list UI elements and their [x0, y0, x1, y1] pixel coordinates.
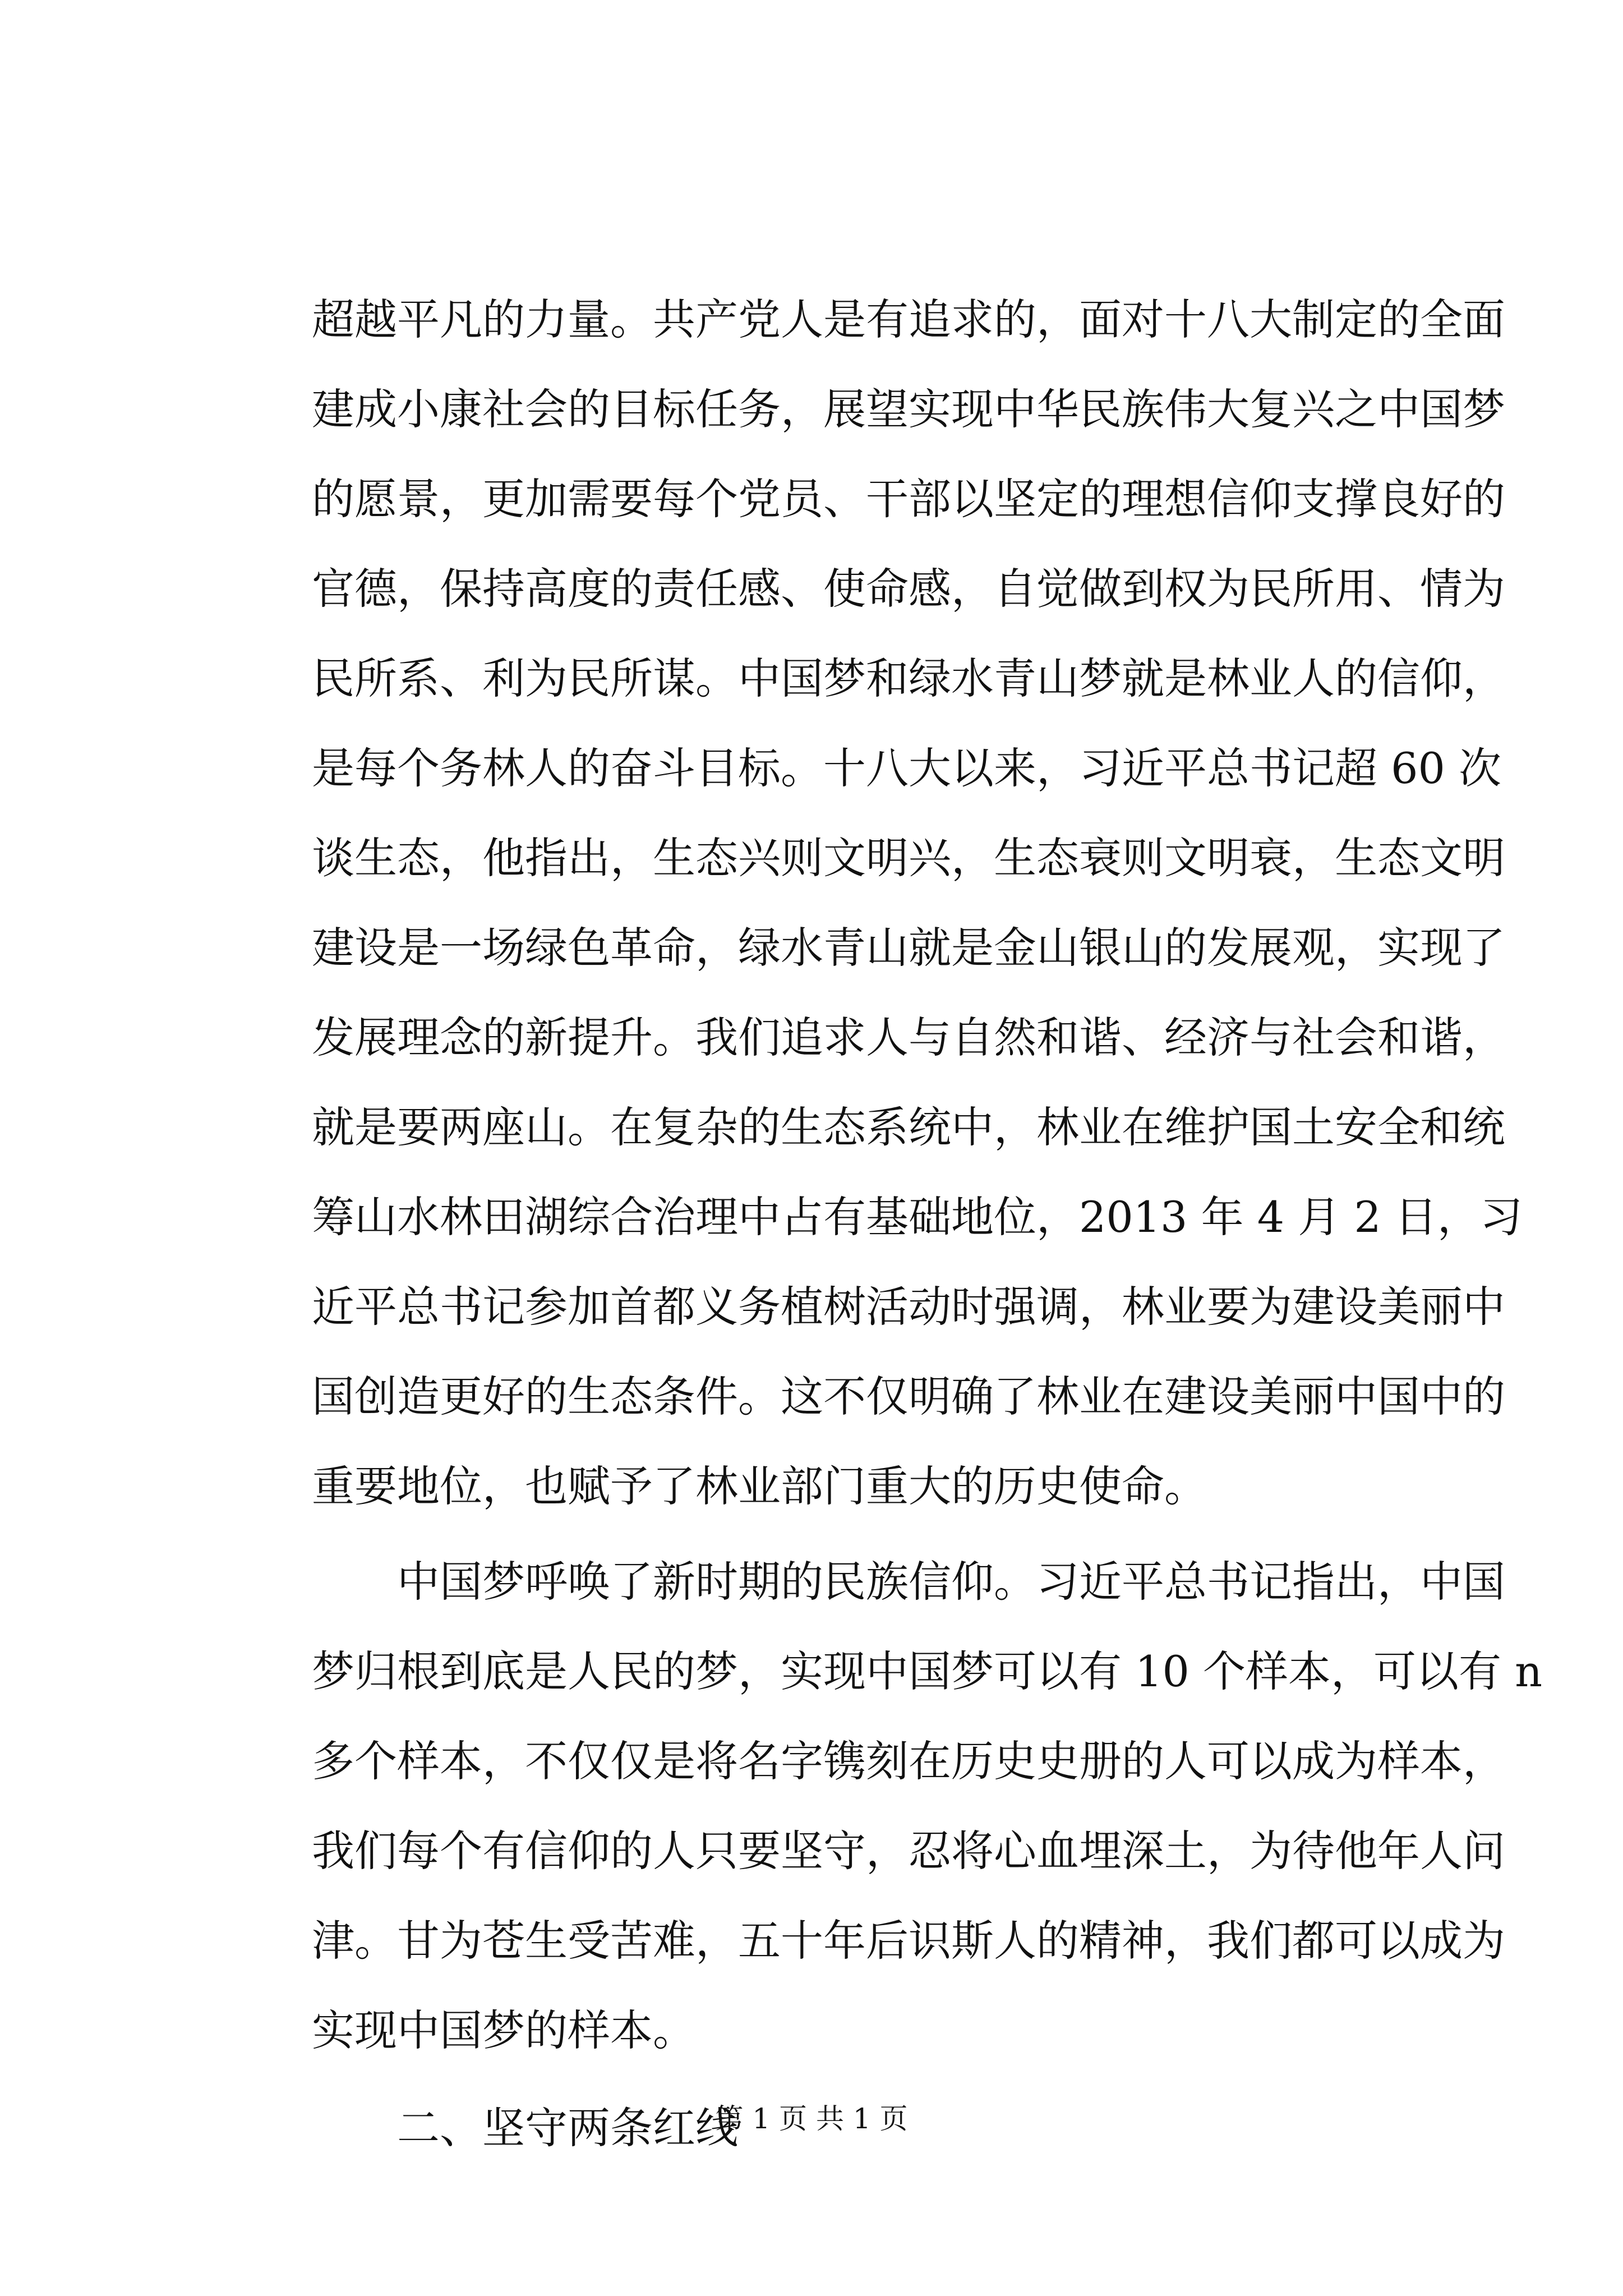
paragraph-line: 建成小康社会的目标任务，展望实现中华民族伟大复兴之中国梦: [312, 384, 1505, 434]
paragraph-line: 官德，保持高度的责任感、使命感，自觉做到权为民所用、情为: [312, 564, 1505, 614]
paragraph-line: 津。甘为苍生受苦难，五十年后识斯人的精神，我们都可以成为: [312, 1916, 1505, 1966]
section-heading: 二、坚守两条红线: [397, 2103, 738, 2153]
paragraph-line: 筹山水林田湖综合治理中占有基础地位，2013 年 4 月 2 日，习: [312, 1192, 1523, 1242]
paragraph-line: 民所系、利为民所谋。中国梦和绿水青山梦就是林业人的信仰，: [312, 654, 1505, 703]
paragraph-line: 谈生态，他指出，生态兴则文明兴，生态衰则文明衰，生态文明: [312, 833, 1505, 883]
paragraph-1: [312, 275, 1523, 1531]
paragraph-line: 的愿景，更加需要每个党员、干部以坚定的理想信仰支撑良好的: [312, 474, 1505, 524]
paragraph-line: 实现中国梦的样本。: [312, 2005, 695, 2055]
document-body: [312, 275, 1543, 2173]
page-number-label: 第 1 页 共 1 页: [715, 2102, 908, 2135]
paragraph-2: [312, 1537, 1543, 2076]
paragraph-line: 我们每个有信仰的人只要坚守，忍将心血埋深土，为待他年人问: [312, 1826, 1505, 1876]
paragraph-line: 是每个务林人的奋斗目标。十八大以来，习近平总书记超 60 次: [312, 743, 1502, 793]
paragraph-line: 就是要两座山。在复杂的生态系统中，林业在维护国土安全和统: [312, 1102, 1505, 1152]
paragraph-line: 建设是一场绿色革命，绿水青山就是金山银山的发展观，实现了: [312, 923, 1505, 973]
page-footer: [0, 2099, 1623, 2138]
paragraph-line: 近平总书记参加首都义务植树活动时强调，林业要为建设美丽中: [312, 1282, 1505, 1332]
paragraph-line: 多个样本，不仅仅是将名字镌刻在历史史册的人可以成为样本，: [312, 1736, 1505, 1786]
paragraph-line: 梦归根到底是人民的梦，实现中国梦可以有 10 个样本，可以有 n: [312, 1646, 1543, 1696]
paragraph-line: 重要地位，也赋予了林业部门重大的历史使命。: [312, 1461, 1207, 1511]
paragraph-line: 中国梦呼唤了新时期的民族信仰。习近平总书记指出，中国: [397, 1557, 1505, 1607]
paragraph-line: 发展理念的新提升。我们追求人与自然和谐、经济与社会和谐，: [312, 1013, 1505, 1062]
paragraph-line: 国创造更好的生态条件。这不仅明确了林业在建设美丽中国中的: [312, 1372, 1505, 1421]
paragraph-line: 超越平凡的力量。共产党人是有追求的，面对十八大制定的全面: [312, 295, 1505, 344]
paragraph-spacer: [312, 1531, 1411, 1537]
